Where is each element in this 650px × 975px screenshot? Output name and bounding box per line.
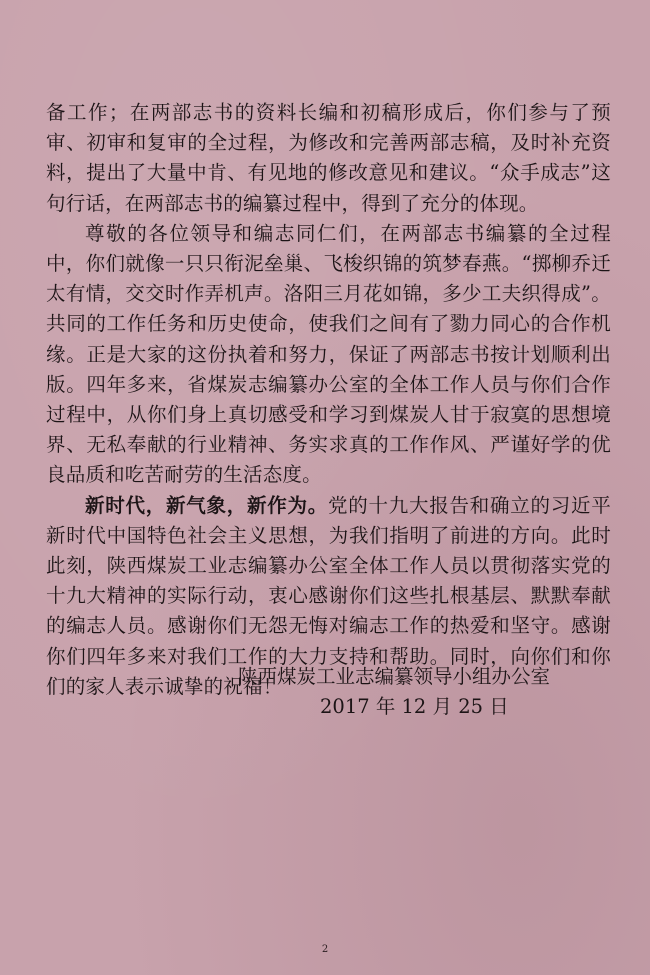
page-number: 2 [321, 944, 329, 955]
letter-body [46, 98, 611, 702]
paragraph-1: 备工作；在两部志书的资料长编和初稿形成后，你们参与了预审、初审和复审的全过程，为修改和完善两部志稿，及时补充资料，提出了大量中肯、有见地的修改意见和建议。“众手成志”这句行话，在两部志书的编纂过程中，得到了充分的体现。 [46, 101, 611, 215]
signature-organization: 陕西煤炭工业志编纂领导小组办公室 [238, 665, 551, 688]
paragraph-3-bold-lead: 新时代，新气象，新作为。 [85, 493, 329, 517]
paragraph-2: 尊敬的各位领导和编志同仁们，在两部志书编纂的全过程中，你们就像一只只衔泥垒巢、飞梭织锦的筑梦春燕。“掷柳乔迁太有情，交交时作弄机声。洛阳三月花如锦，多少工夫织得成”。共同的工作任务和历史使命，使我们之间有了勠力同心的合作机缘。正是大家的这份执着和努力，保证了两部志书按计划顺利出版。四年多来，省煤炭志编纂办公室的全体工作人员与你们合作过程中，从你们身上真切感受和学习到煤炭人甘于寂寞的思想境界、无私奉献的行业精神、务实求真的工作作风、严谨好学的优良品质和吃苦耐劳的生活态度。 [46, 221, 611, 487]
signature-block [238, 662, 578, 722]
signature-date: 2017 年 12 月 25 日 [320, 695, 509, 718]
paragraph-3-text: 党的十九大报告和确立的习近平新时代中国特色社会主义思想，为我们指明了前进的方向。此时此刻，陕西煤炭工业志编纂办公室全体工作人员以贯彻落实党的十九大精神的实际行动，衷心感谢你们这些扎根基层、默默奉献的编志人员。感谢你们无怨无悔对编志工作的热爱和坚守。感谢你们四年多来对我们工作的大力支持和帮助。同时，向你们和你们的家人表示诚挚的祝福！ [46, 493, 611, 698]
